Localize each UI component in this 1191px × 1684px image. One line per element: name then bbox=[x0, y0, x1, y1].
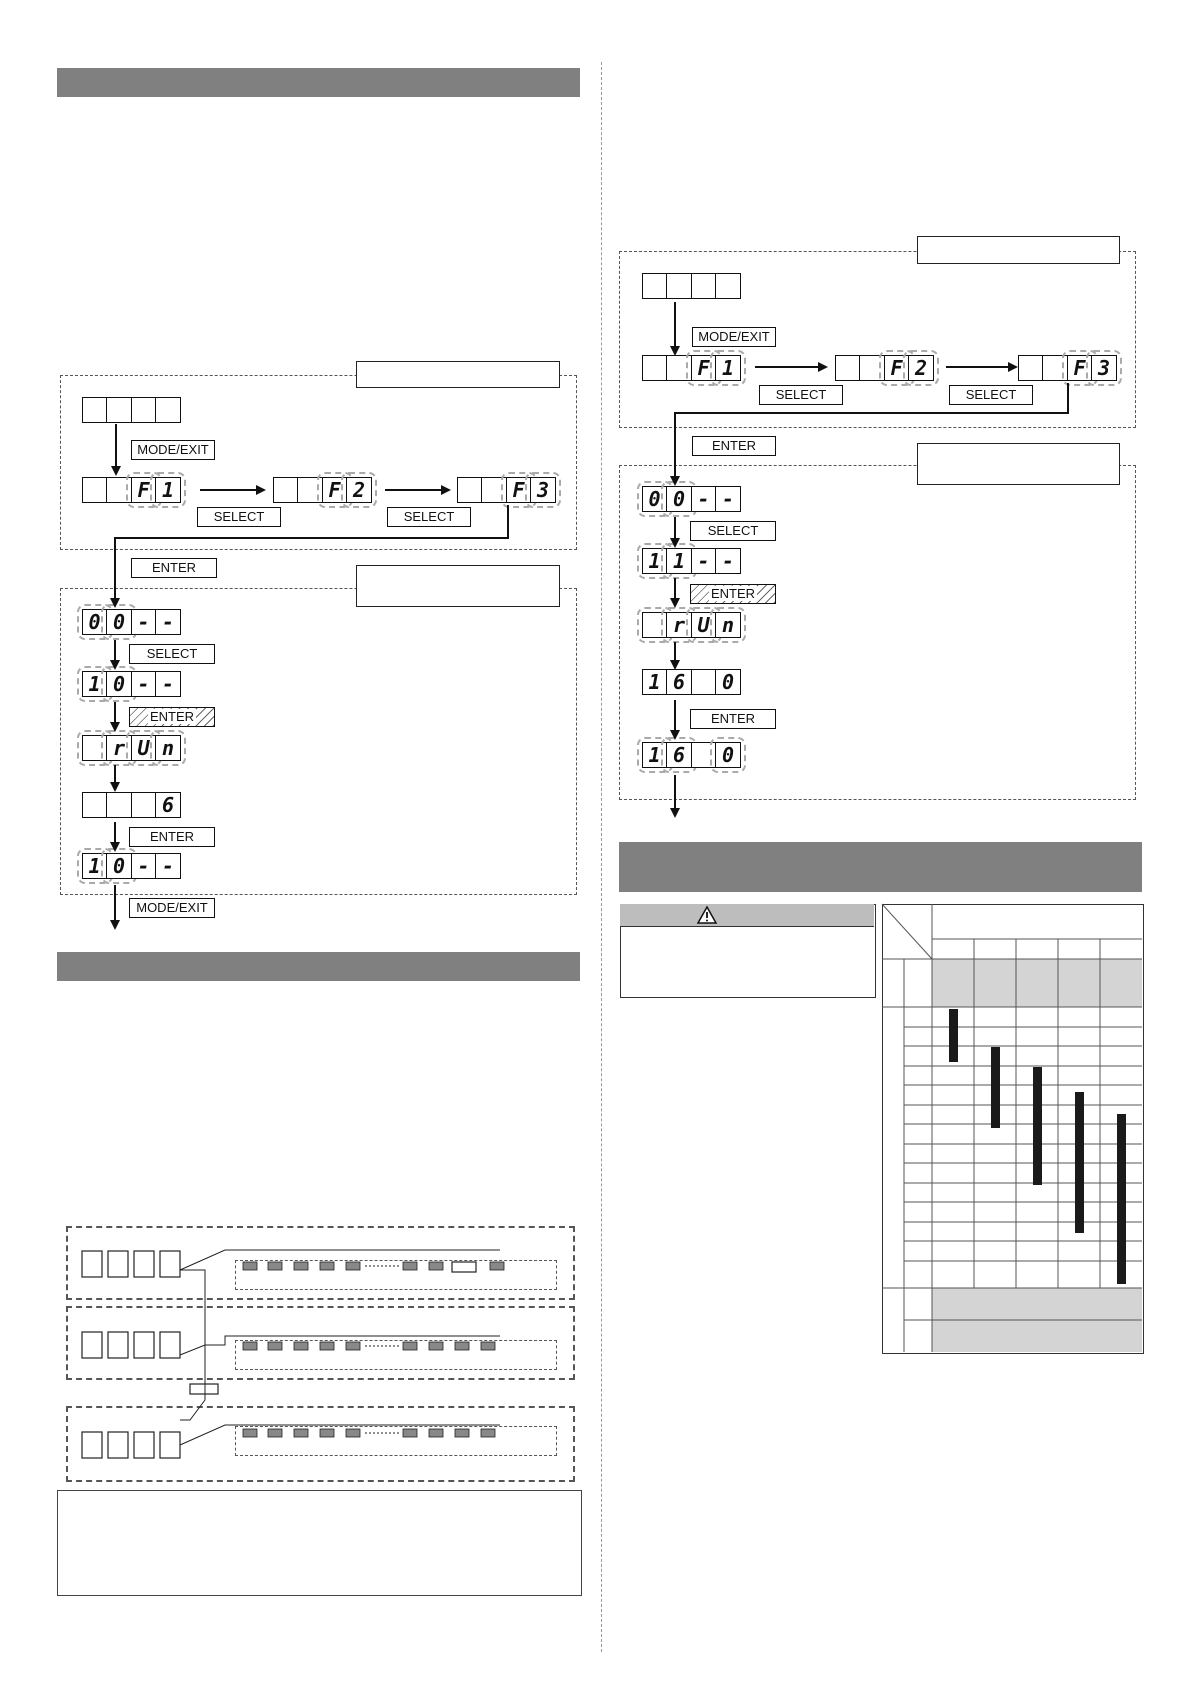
outdoor-units-2 bbox=[82, 1332, 180, 1358]
display-f1: F 1 bbox=[643, 355, 741, 381]
display-f2: F 2 bbox=[274, 477, 372, 503]
mode-exit-button[interactable]: MODE/EXIT bbox=[129, 898, 215, 918]
enter-button[interactable]: ENTER bbox=[690, 709, 776, 729]
display-f3: F 3 bbox=[458, 477, 556, 503]
interface-adapter bbox=[190, 1384, 218, 1394]
display-f3: F 3 bbox=[1019, 355, 1117, 381]
enter-button[interactable]: ENTER bbox=[131, 558, 217, 578]
display-f1: F 1 bbox=[83, 477, 181, 503]
enter-button-hold[interactable]: ENTER bbox=[690, 584, 776, 604]
display-run: r U n bbox=[83, 735, 181, 761]
enter-button[interactable]: ENTER bbox=[129, 827, 215, 847]
display-6: 6 bbox=[83, 792, 181, 818]
select-button[interactable]: SELECT bbox=[759, 385, 843, 405]
mode-exit-button[interactable]: MODE/EXIT bbox=[131, 440, 215, 460]
remote-adapter bbox=[452, 1262, 476, 1272]
display-10: 1 0 - - bbox=[83, 671, 181, 697]
display-10-confirm: 1 0 - - bbox=[83, 853, 181, 879]
display-16-confirm: 1 6 0 bbox=[643, 742, 741, 768]
select-button[interactable]: SELECT bbox=[387, 507, 471, 527]
outdoor-units-1 bbox=[82, 1251, 180, 1277]
select-button[interactable]: SELECT bbox=[690, 521, 776, 541]
enter-button-hold[interactable]: ENTER bbox=[129, 707, 215, 727]
select-button[interactable]: SELECT bbox=[129, 644, 215, 664]
display-00: 0 0 - - bbox=[643, 486, 741, 512]
select-button[interactable]: SELECT bbox=[949, 385, 1033, 405]
select-button[interactable]: SELECT bbox=[197, 507, 281, 527]
enter-button[interactable]: ENTER bbox=[692, 436, 776, 456]
display-16: 1 6 0 bbox=[643, 669, 741, 695]
display-run: r U n bbox=[643, 612, 741, 638]
display-00: 0 0 - - bbox=[83, 609, 181, 635]
display-11: 1 1 - - bbox=[643, 548, 741, 574]
outdoor-units-3 bbox=[82, 1432, 180, 1458]
mode-exit-button[interactable]: MODE/EXIT bbox=[692, 327, 776, 347]
display-f2: F 2 bbox=[836, 355, 934, 381]
